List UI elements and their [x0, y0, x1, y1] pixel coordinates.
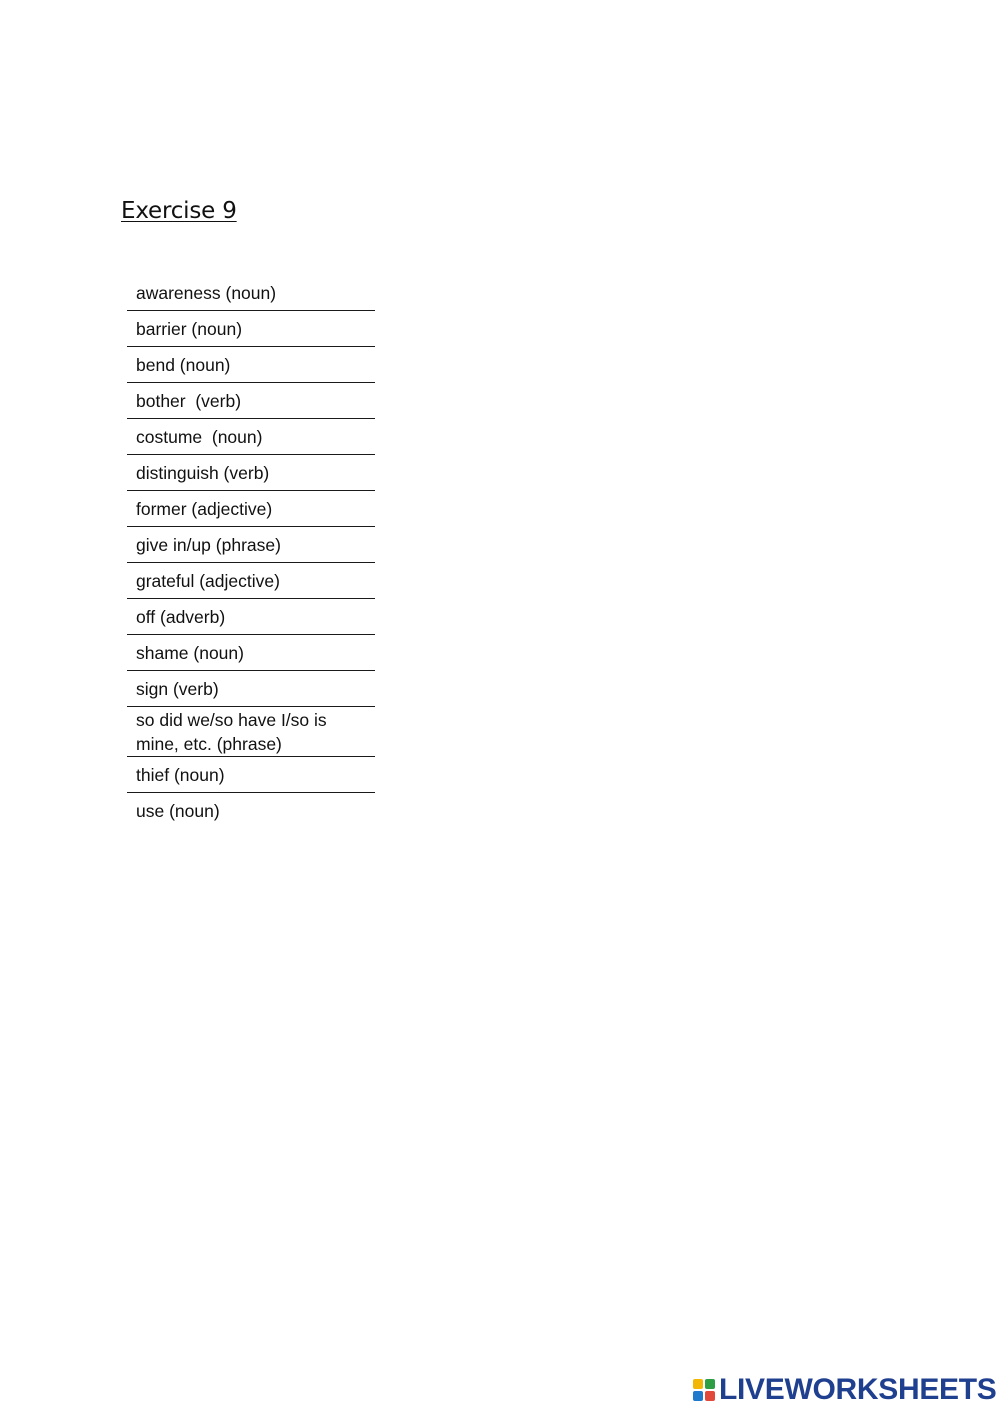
- logo-mark-icon: [693, 1379, 715, 1401]
- liveworksheets-logo: [693, 1373, 997, 1406]
- vocab-item: awareness (noun): [127, 275, 375, 311]
- vocab-item: use (noun): [136, 801, 220, 821]
- vocab-item: barrier (noun): [127, 311, 375, 347]
- logo-square: [705, 1379, 715, 1389]
- logo-square: [705, 1391, 715, 1401]
- vocab-item: sign (verb): [127, 671, 375, 707]
- vocab-item: grateful (adjective): [127, 563, 375, 599]
- vocab-item: off (adverb): [127, 599, 375, 635]
- vocab-item: former (adjective): [127, 491, 375, 527]
- vocab-item: give in/up (phrase): [127, 527, 375, 563]
- vocab-item: so did we/so have I/so is mine, etc. (phrase): [127, 707, 375, 757]
- vocab-item: bend (noun): [127, 347, 375, 383]
- vocab-item: distinguish (verb): [127, 455, 375, 491]
- vocab-item: costume (noun): [127, 419, 375, 455]
- vocab-item: thief (noun): [127, 757, 375, 793]
- logo-text: LIVEWORKSHEETS: [719, 1373, 997, 1406]
- vocab-item: shame (noun): [127, 635, 375, 671]
- logo-square: [693, 1379, 703, 1389]
- vocab-item: bother (verb): [127, 383, 375, 419]
- exercise-title: Exercise 9: [121, 198, 237, 224]
- vocabulary-list: [127, 275, 375, 829]
- logo-square: [693, 1391, 703, 1401]
